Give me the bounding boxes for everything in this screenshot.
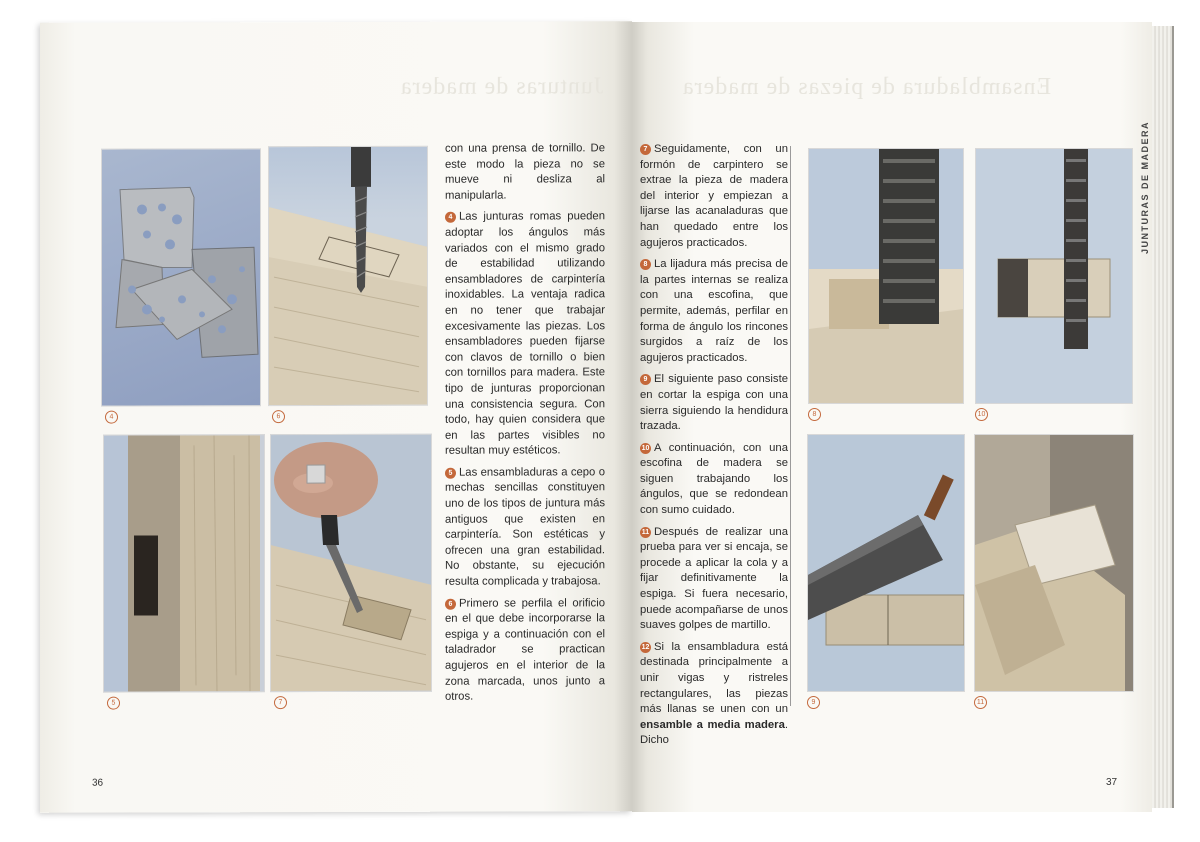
step-number-badge: 10 <box>641 444 650 452</box>
paragraph <box>445 210 605 460</box>
photo-metal-brackets <box>101 148 261 406</box>
photo-rasp-tenon <box>975 148 1133 404</box>
step-number-badge: 4 <box>445 212 456 223</box>
paragraph <box>640 640 788 749</box>
ghost-heading-right: Ensambladura de piezas de madera <box>682 74 1052 100</box>
figure-number-8: 8 <box>808 408 821 421</box>
paragraph <box>640 525 788 634</box>
paragraph-tail: . Dicho <box>640 718 788 747</box>
step-number-badge: 12 <box>641 643 650 651</box>
page-number-left: 36 <box>92 777 104 789</box>
paragraph <box>640 257 788 366</box>
figure-number-10: 10 <box>975 408 988 421</box>
paragraph-text: A continuación, con una escofina de madera se siguen trabajando los ángulos, que se redondean con sumo cuidado. <box>640 441 788 517</box>
figure-number-7: 7 <box>274 696 287 709</box>
page-number-right: 37 <box>1106 777 1118 788</box>
step-number-badge: 5 <box>445 468 456 479</box>
paragraph-text: Las junturas romas pueden adoptar los ángulos más variados con el mismo grado de estabilidad utilizando ensambladores de carpintería inoxidables. La ventaja radica en no tener que trabajar excesivamente las piezas. Los ensambladores pueden fijarse con clavos de tornillo o bien con tornillos para madera. Este tipo de junturas proporcionan una consistencia segura. Con todo, hay quien considera que en las partes visibles no resultan muy estéticos. <box>445 210 605 457</box>
paragraph <box>640 441 788 519</box>
bold-term: ensamble a media madera <box>640 718 785 731</box>
figure-number-4: 4 <box>105 411 118 424</box>
ghost-heading-left: Junturas de madera <box>400 73 604 100</box>
figure-number-11: 11 <box>974 696 987 709</box>
paragraph-text: con una prensa de tornillo. De este modo la pieza no se mueve ni desliza al manipularla. <box>445 142 605 202</box>
paragraph-text: Seguidamente, con un formón de carpintero se extrae la pieza de madera del interior y empiezan a lijarse las acanaladuras que han quedado entre los agujeros practicados. <box>640 143 788 249</box>
paragraph-text: Las ensambladuras a cepo o mechas sencillas constituyen uno de los tipos de juntura más antiguos que existen en carpintería. Son estéticas y ofrecen una gran estabilidad. No obstante, su ejecución resulta complicada y trabajosa. <box>445 466 605 588</box>
step-number-badge: 9 <box>640 374 651 385</box>
paragraph <box>445 465 605 590</box>
right-text-column <box>640 142 788 755</box>
paragraph <box>445 596 605 706</box>
left-page <box>40 21 632 813</box>
book-page-edges <box>1152 26 1174 808</box>
paragraph <box>640 142 788 251</box>
step-number-badge: 7 <box>640 144 651 155</box>
photo-glued-joint <box>974 434 1134 692</box>
left-text-column <box>445 141 605 711</box>
photo-drill-bit <box>268 146 428 406</box>
step-number-badge: 11 <box>641 528 650 536</box>
photo-wooden-post-mortise <box>103 434 265 692</box>
figure-number-9: 9 <box>807 696 820 709</box>
paragraph-text: La lijadura más precisa de la partes internas se realiza con una escofina, que permite, además, perfilar en forma de ángulo los rincones surgidos a raíz de los agujeros practicados. <box>640 258 788 364</box>
step-number-badge: 6 <box>445 598 456 609</box>
photo-rasp-mortise <box>808 148 964 404</box>
right-page <box>632 22 1152 812</box>
running-side-title: JUNTURAS DE MADERA <box>1140 120 1150 254</box>
paragraph <box>445 141 605 204</box>
paragraph <box>640 372 788 434</box>
paragraph-text: Si la ensambladura está destinada principalmente a unir vigas y ristreles rectangulares, las piezas más llanas se unen con un <box>640 640 788 716</box>
photo-saw-cut <box>807 434 965 692</box>
paragraph-text: Después de realizar una prueba para ver si encaja, se procede a aplicar la cola y a fijar definitivamente la espiga. Si fuera necesario, puede acompañarse de unos suaves golpes de martillo. <box>640 525 788 632</box>
paragraph-text: Primero se perfila el orificio en el que debe incorporarse la espiga y a continuación con el taladrador se practican agujeros en el interior de la zona marcada, unos junto a otros. <box>445 596 605 703</box>
paragraph-text: El siguiente paso consiste en cortar la espiga con una sierra siguiendo la hendidura trazada. <box>640 373 788 433</box>
step-number-badge: 8 <box>640 259 651 270</box>
column-divider <box>790 146 791 706</box>
figure-number-6: 6 <box>272 410 285 423</box>
figure-number-5: 5 <box>107 697 120 710</box>
photo-chisel-hand <box>270 434 432 692</box>
book-spread <box>32 22 1172 812</box>
